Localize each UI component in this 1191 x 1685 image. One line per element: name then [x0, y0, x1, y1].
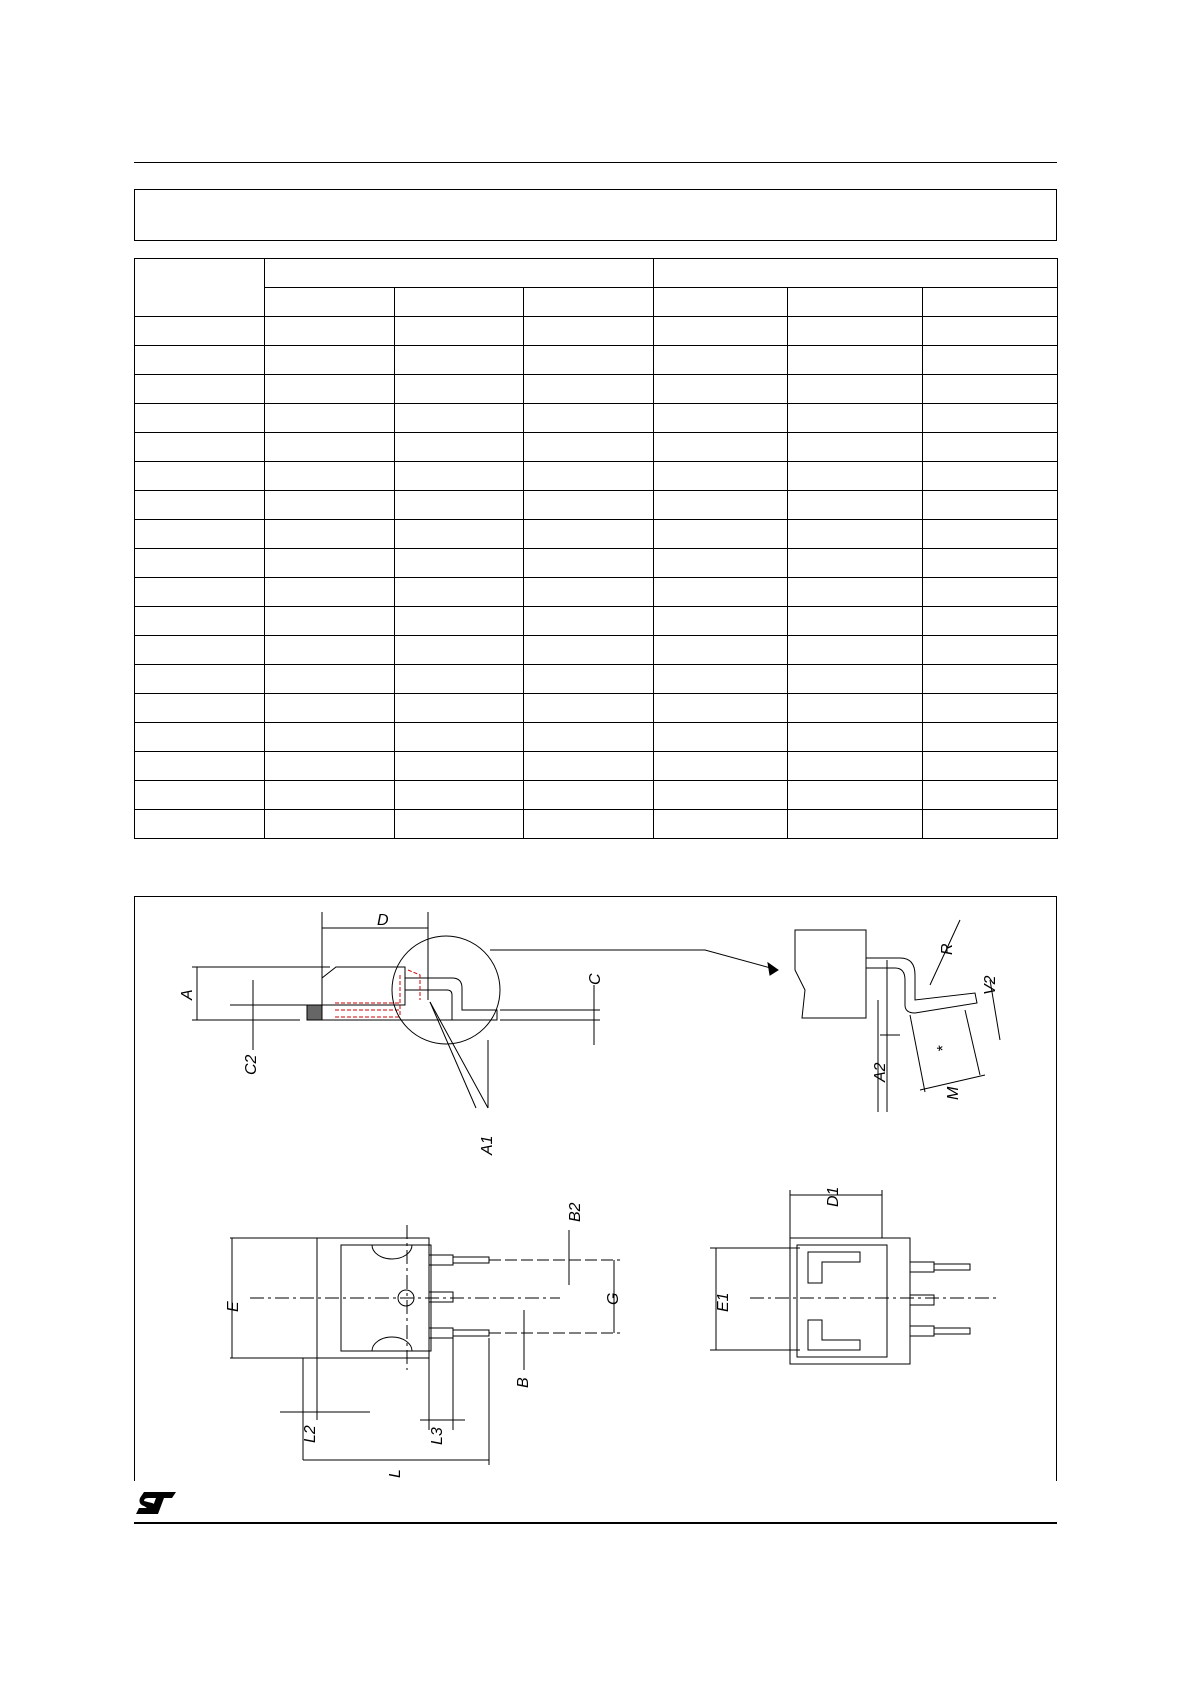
dim-label-G: G [605, 1292, 622, 1305]
side-view [192, 912, 778, 1108]
dim-label-E1: E1 [715, 1292, 732, 1312]
dim-label-star: * [935, 1045, 952, 1052]
dim-label-A2: A2 [872, 1062, 889, 1082]
footer-rule [134, 1522, 1057, 1524]
dim-label-L2: L2 [302, 1425, 319, 1443]
dim-label-R: R [939, 943, 956, 955]
st-logo-icon [134, 1490, 178, 1516]
dim-label-A: A [179, 989, 196, 1000]
dim-label-D: D [377, 912, 389, 929]
dim-label-C2: C2 [243, 1054, 260, 1075]
dim-label-B2: B2 [567, 1202, 584, 1222]
dim-label-L: L [387, 1469, 404, 1478]
dim-label-E: E [225, 1301, 242, 1312]
dim-label-D1: D1 [825, 1186, 842, 1207]
dim-label-A1: A1 [479, 1135, 496, 1155]
dim-label-B: B [515, 1377, 532, 1388]
dim-label-L3: L3 [429, 1427, 446, 1445]
dim-label-V2: V2 [982, 975, 999, 995]
top-view-left [230, 1225, 620, 1465]
dim-label-C: C [587, 973, 604, 985]
dim-label-M: M [945, 1086, 962, 1100]
bottom-view-right [710, 1190, 1000, 1364]
detail-view [795, 920, 1000, 1112]
